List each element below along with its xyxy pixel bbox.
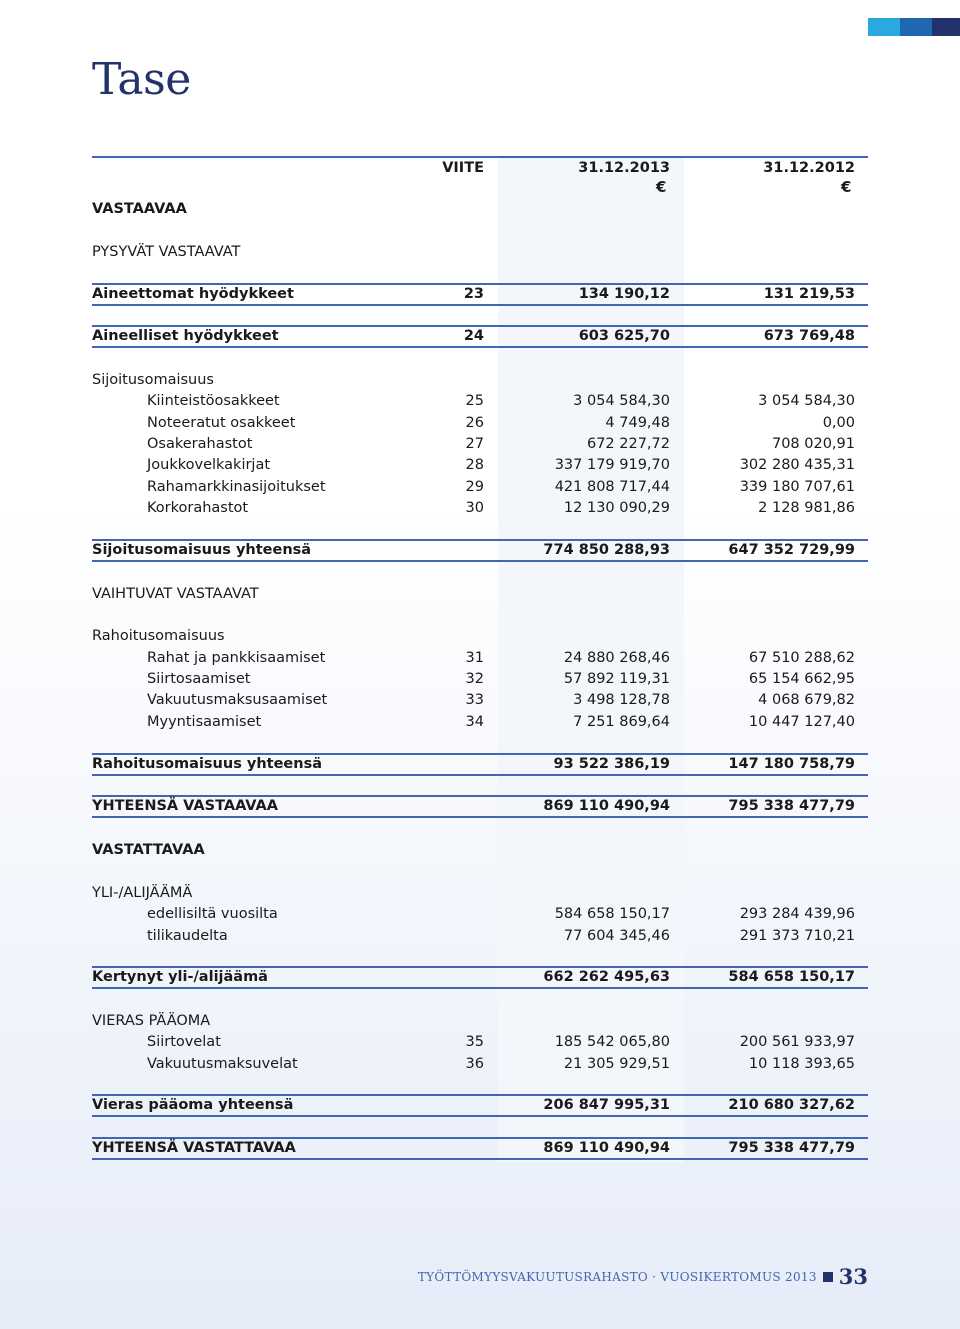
row-value-2013: 93 522 386,19: [553, 756, 670, 772]
table-row: [92, 477, 868, 498]
table-row: [92, 883, 868, 904]
row-value-2013: 774 850 288,93: [543, 542, 670, 558]
row-note: 35: [465, 1034, 484, 1050]
row-label: Vieras pääoma yhteensä: [92, 1097, 294, 1113]
row-note: 31: [465, 650, 484, 666]
row-label: Korkorahastot: [147, 500, 249, 516]
row-value-2013: 662 262 495,63: [543, 969, 670, 985]
row-label: Siirtosaamiset: [147, 671, 251, 687]
row-value-2012: 339 180 707,61: [739, 479, 855, 495]
row-note: 23: [463, 286, 484, 302]
header-color-band: [868, 18, 960, 36]
row-value-2013: 185 542 065,80: [554, 1034, 670, 1050]
table-row: [92, 690, 868, 711]
row-note: 36: [465, 1056, 484, 1072]
row-value-2012: 293 284 439,96: [739, 906, 855, 922]
row-value-2013: 21 305 929,51: [563, 1056, 670, 1072]
table-row: [92, 1094, 868, 1117]
table-row: [92, 455, 868, 476]
row-note: 29: [465, 479, 484, 495]
date-column-header-2013: 31.12.2013: [578, 160, 670, 176]
row-value-2012: 10 447 127,40: [748, 714, 855, 730]
row-label: PYSYVÄT VASTAAVAT: [92, 244, 241, 260]
row-note: 34: [465, 714, 484, 730]
row-value-2013: 7 251 869,64: [573, 714, 670, 730]
table-row: [92, 413, 868, 434]
row-value-2012: 0,00: [822, 415, 855, 431]
band-segment-light: [868, 18, 900, 36]
row-value-2012: 795 338 477,79: [728, 798, 855, 814]
row-value-2012: 584 658 150,17: [728, 969, 855, 985]
row-label: Kiinteistöosakkeet: [147, 393, 280, 409]
table-row: [92, 840, 868, 861]
row-value-2013: 3 498 128,78: [573, 692, 670, 708]
row-value-2012: 795 338 477,79: [728, 1140, 855, 1156]
row-note: 33: [465, 692, 484, 708]
row-note: 25: [465, 393, 484, 409]
row-value-2012: 3 054 584,30: [758, 393, 855, 409]
band-segment-dark: [932, 18, 960, 36]
page-title: Tase: [92, 54, 191, 105]
row-label: Rahat ja pankkisaamiset: [147, 650, 326, 666]
row-label: Aineettomat hyödykkeet: [92, 286, 294, 302]
row-value-2012: 291 373 710,21: [739, 928, 855, 944]
currency-symbol-2012: €: [841, 178, 852, 196]
row-label: Myyntisaamiset: [147, 714, 262, 730]
table-row: [92, 648, 868, 669]
row-label: Rahamarkkinasijoitukset: [147, 479, 326, 495]
table-row: [92, 1137, 868, 1160]
table-row: [92, 325, 868, 348]
row-value-2013: 4 749,48: [605, 415, 670, 431]
row-value-2012: 200 561 933,97: [739, 1034, 855, 1050]
row-value-2012: 2 128 981,86: [758, 500, 855, 516]
row-value-2013: 24 880 268,46: [563, 650, 670, 666]
section-label: VASTAAVAA: [92, 201, 187, 217]
date-column-header-2012: 31.12.2012: [763, 160, 855, 176]
row-value-2012: 10 118 393,65: [748, 1056, 855, 1072]
row-value-2012: 708 020,91: [771, 436, 855, 452]
publication-name: TYÖTTÖMYYSVAKUUTUSRAHASTO · VUOSIKERTOMUS 2013: [417, 1269, 817, 1284]
currency-symbol-2013: €: [656, 178, 667, 196]
row-value-2012: 302 280 435,31: [739, 457, 855, 473]
row-value-2013: 869 110 490,94: [543, 1140, 670, 1156]
row-value-2013: 421 808 717,44: [554, 479, 670, 495]
row-note: 24: [463, 328, 484, 344]
row-value-2013: 77 604 345,46: [563, 928, 670, 944]
table-row: [92, 539, 868, 562]
table-row: [92, 283, 868, 306]
table-row: [92, 1032, 868, 1053]
row-label: Kertynyt yli-/alijäämä: [92, 969, 268, 985]
table-row: [92, 669, 868, 690]
row-label: Rahoitusomaisuus: [92, 628, 225, 644]
row-label: Noteeratut osakkeet: [147, 415, 296, 431]
section-heading-assets: [92, 199, 868, 220]
row-value-2013: 134 190,12: [578, 286, 670, 302]
row-label: VASTATTAVAA: [92, 842, 205, 858]
row-label: VIERAS PÄÄOMA: [92, 1013, 211, 1029]
row-value-2013: 57 892 119,31: [563, 671, 670, 687]
row-value-2012: 673 769,48: [763, 328, 855, 344]
row-label: Sijoitusomaisuus: [92, 372, 214, 388]
row-label: YLI-/ALIJÄÄMÄ: [92, 885, 193, 901]
row-label: Sijoitusomaisuus yhteensä: [92, 542, 312, 558]
row-value-2012: 67 510 288,62: [748, 650, 855, 666]
table-row: [92, 1011, 868, 1032]
row-value-2012: 4 068 679,82: [758, 692, 855, 708]
table-row: [92, 966, 868, 989]
table-row: [92, 1054, 868, 1075]
row-value-2013: 584 658 150,17: [554, 906, 670, 922]
table-row: [92, 242, 868, 263]
page-footer: [418, 1264, 868, 1289]
row-label: Vakuutusmaksusaamiset: [147, 692, 328, 708]
row-label: Osakerahastot: [147, 436, 253, 452]
table-row: [92, 712, 868, 733]
row-value-2013: 3 054 584,30: [573, 393, 670, 409]
row-label: VAIHTUVAT VASTAAVAT: [92, 586, 259, 602]
row-label: tilikaudelta: [147, 928, 228, 944]
row-note: 27: [465, 436, 484, 452]
table-row: [92, 926, 868, 947]
table-row: [92, 434, 868, 455]
row-label: Rahoitusomaisuus yhteensä: [92, 756, 322, 772]
table-row: [92, 626, 868, 647]
row-label: YHTEENSÄ VASTATTAVAA: [92, 1140, 296, 1156]
row-value-2013: 869 110 490,94: [543, 798, 670, 814]
table-row: [92, 753, 868, 776]
row-label: YHTEENSÄ VASTAAVAA: [92, 798, 278, 814]
table-row: [92, 370, 868, 391]
row-label: Vakuutusmaksuvelat: [147, 1056, 298, 1072]
balance-header: [92, 156, 868, 179]
row-note: 30: [465, 500, 484, 516]
row-note: 26: [465, 415, 484, 431]
row-note: 28: [465, 457, 484, 473]
table-row: [92, 904, 868, 925]
row-label: Joukkovelkakirjat: [147, 457, 271, 473]
table-row: [92, 584, 868, 605]
row-value-2012: 65 154 662,95: [748, 671, 855, 687]
row-value-2012: 647 352 729,99: [728, 542, 855, 558]
row-value-2013: 206 847 995,31: [543, 1097, 670, 1113]
row-label: edellisiltä vuosilta: [147, 906, 278, 922]
table-row: [92, 795, 868, 818]
note-column-header: VIITE: [442, 160, 484, 176]
row-note: 32: [465, 671, 484, 687]
row-value-2013: 603 625,70: [578, 328, 670, 344]
row-label: Aineelliset hyödykkeet: [92, 328, 279, 344]
footer-square-icon: [823, 1272, 833, 1282]
row-value-2013: 12 130 090,29: [563, 500, 670, 516]
table-row: [92, 498, 868, 519]
row-value-2012: 147 180 758,79: [728, 756, 855, 772]
band-segment-mid: [900, 18, 932, 36]
row-value-2012: 210 680 327,62: [728, 1097, 855, 1113]
table-row: [92, 391, 868, 412]
row-label: Siirtovelat: [147, 1034, 221, 1050]
row-value-2013: 672 227,72: [586, 436, 670, 452]
row-value-2012: 131 219,53: [763, 286, 855, 302]
row-value-2013: 337 179 919,70: [554, 457, 670, 473]
page-number: 33: [838, 1264, 868, 1289]
